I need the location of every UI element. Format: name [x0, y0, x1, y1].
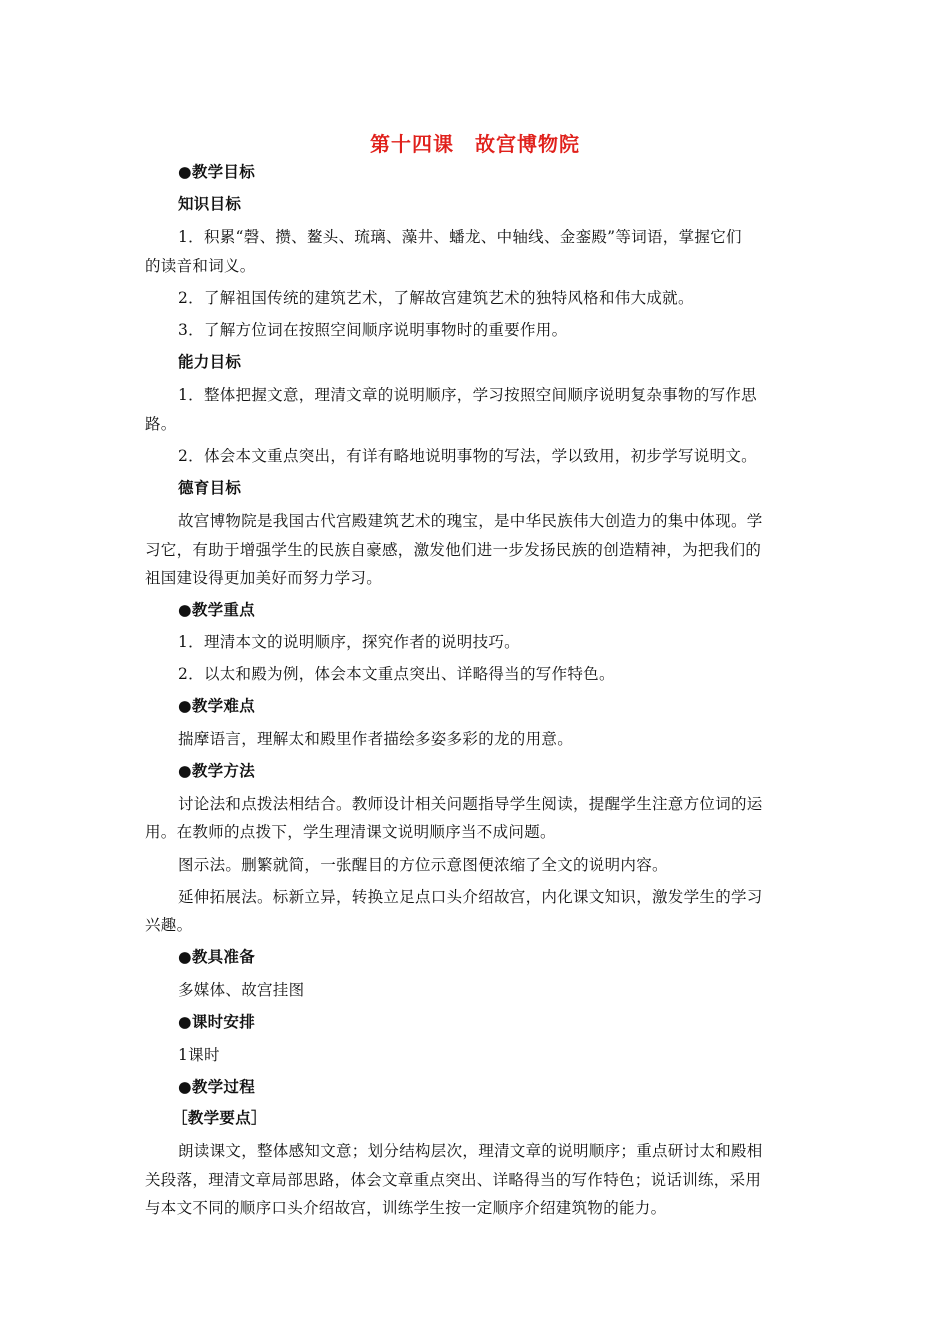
heading-class-schedule: ●课时安排	[178, 1012, 256, 1031]
paragraph-ability-1-cont: 路。	[145, 415, 177, 433]
heading-teaching-focus: ●教学重点	[178, 600, 256, 619]
paragraph-tools-1: 多媒体、故宫挂图	[178, 981, 305, 999]
paragraph-key-2: 关段落，理清文章局部思路，体会文章重点突出、详略得当的写作特色；说话训练，采用	[145, 1171, 762, 1189]
heading-key-points: ［教学要点］	[172, 1108, 267, 1127]
paragraph-knowledge-2: 2．了解祖国传统的建筑艺术，了解故宫建筑艺术的独特风格和伟大成就。	[178, 289, 694, 307]
paragraph-knowledge-3: 3．了解方位词在按照空间顺序说明事物时的重要作用。	[178, 321, 568, 339]
paragraph-method-2: 图示法。删繁就简，一张醒目的方位示意图便浓缩了全文的说明内容。	[178, 856, 668, 874]
paragraph-key-1: 朗读课文，整体感知文意；划分结构层次，理清文章的说明顺序；重点研讨太和殿相	[178, 1142, 763, 1160]
heading-teaching-method: ●教学方法	[178, 761, 256, 780]
heading-teaching-goals: ●教学目标	[178, 162, 256, 181]
paragraph-moral-2: 习它，有助于增强学生的民族自豪感，激发他们进一步发扬民族的创造精神，为把我们的	[145, 541, 762, 559]
heading-moral-goals: 德育目标	[178, 478, 242, 497]
paragraph-difficulty-1: 揣摩语言，理解太和殿里作者描绘多姿多彩的龙的用意。	[178, 730, 574, 748]
heading-teaching-difficulty: ●教学难点	[178, 696, 256, 715]
heading-knowledge-goals: 知识目标	[178, 194, 242, 213]
heading-teaching-process: ●教学过程	[178, 1077, 256, 1096]
paragraph-method-1-cont: 用。在教师的点拨下，学生理清课文说明顺序当不成问题。	[145, 823, 556, 841]
paragraph-schedule-1: 1课时	[178, 1046, 220, 1064]
paragraph-key-3: 与本文不同的顺序口头介绍故宫，训练学生按一定顺序介绍建筑物的能力。	[145, 1199, 667, 1217]
paragraph-method-3-cont: 兴趣。	[145, 916, 193, 934]
paragraph-knowledge-1: 1．积累“磬、攒、鳌头、琉璃、藻井、蟠龙、中轴线、金銮殿”等词语，掌握它们	[178, 228, 742, 246]
paragraph-focus-2: 2．以太和殿为例，体会本文重点突出、详略得当的写作特色。	[178, 665, 615, 683]
heading-teaching-tools: ●教具准备	[178, 947, 256, 966]
paragraph-method-3: 延伸拓展法。标新立异，转换立足点口头介绍故宫，内化课文知识，激发学生的学习	[178, 888, 763, 906]
paragraph-moral-1: 故宫博物院是我国古代宫殿建筑艺术的瑰宝，是中华民族伟大创造力的集中体现。学	[178, 512, 763, 530]
paragraph-moral-3: 祖国建设得更加美好而努力学习。	[145, 569, 383, 587]
paragraph-focus-1: 1．理清本文的说明顺序，探究作者的说明技巧。	[178, 633, 520, 651]
paragraph-knowledge-1-cont: 的读音和词义。	[145, 257, 256, 275]
paragraph-method-1: 讨论法和点拨法相结合。教师设计相关问题指导学生阅读，提醒学生注意方位词的运	[178, 795, 763, 813]
paragraph-ability-1: 1．整体把握文意，理清文章的说明顺序，学习按照空间顺序说明复杂事物的写作思	[178, 386, 757, 404]
paragraph-ability-2: 2．体会本文重点突出，有详有略地说明事物的写法，学以致用，初步学写说明文。	[178, 447, 757, 465]
lesson-title: 第十四课 故宫博物院	[370, 132, 580, 156]
heading-ability-goals: 能力目标	[178, 352, 242, 371]
